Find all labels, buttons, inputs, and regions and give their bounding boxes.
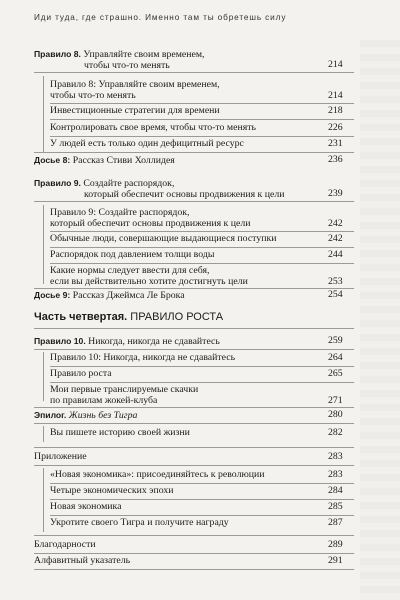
entry-divider <box>50 366 354 367</box>
entry-title-line2: чтобы что-то менять <box>84 59 170 71</box>
toc-entry-rule-9-sub[interactable] <box>50 208 354 230</box>
group-bracket <box>43 76 44 153</box>
entry-label: Правило 10. <box>34 336 86 346</box>
entry-divider <box>50 483 354 484</box>
entry-page: 287 <box>328 517 343 528</box>
entry-divider <box>50 515 354 516</box>
toc-entry-rule-10-sub[interactable] <box>50 353 354 364</box>
toc-entry-your-story[interactable] <box>50 428 354 439</box>
entry-divider <box>34 535 354 536</box>
toc-entry-index[interactable] <box>34 556 354 567</box>
entry-page: 244 <box>328 249 343 260</box>
entry-page: 285 <box>328 501 343 512</box>
toc-entry-growth-rule[interactable] <box>50 369 354 380</box>
entry-page: 254 <box>328 289 343 300</box>
toc-entry-rule-10[interactable] <box>34 336 354 348</box>
entry-divider <box>50 499 354 500</box>
entry-page: 289 <box>328 539 343 550</box>
entry-title: Укротите своего Тигра и получите награду <box>50 517 229 528</box>
entry-divider <box>34 72 354 73</box>
entry-page: 214 <box>328 59 343 70</box>
entry-title: Создайте распорядок, <box>83 178 175 189</box>
toc-entry-rule-8-sub[interactable] <box>50 80 354 102</box>
entry-divider <box>34 201 354 202</box>
entry-title: Управляйте своим временем, <box>83 49 205 60</box>
entry-title-line2: по правилам жокей-клуба <box>50 394 158 406</box>
toc-entry-dossier-8[interactable] <box>34 155 354 167</box>
entry-page: 283 <box>328 469 343 480</box>
toc-entry-rule-9[interactable] <box>34 178 354 201</box>
entry-title: Жизнь без Тигра <box>68 410 138 421</box>
toc-entry-new-economy-join[interactable] <box>50 470 354 481</box>
toc-entry-appendix[interactable] <box>34 452 354 463</box>
entry-title: Приложение <box>34 451 87 462</box>
entry-divider <box>34 553 354 554</box>
part-heading <box>34 311 223 323</box>
toc-entry-dossier-9[interactable] <box>34 290 354 302</box>
entry-page: 242 <box>328 218 343 229</box>
entry-title: Рассказ Стиви Холлидея <box>72 155 175 166</box>
toc-entry-control-time[interactable] <box>50 123 354 134</box>
entry-title: Алфавитный указатель <box>34 555 131 566</box>
entry-page: 280 <box>328 409 343 420</box>
toc-entry-first-races[interactable] <box>50 385 354 407</box>
entry-title: Благодарности <box>34 539 96 550</box>
toc-entry-ordinary-people[interactable] <box>50 234 354 245</box>
group-bracket <box>43 205 44 284</box>
entry-title: Четыре экономических эпохи <box>50 485 174 496</box>
entry-page: 226 <box>328 122 343 133</box>
entry-label: Правило 9. <box>34 178 81 188</box>
entry-divider <box>34 423 354 424</box>
entry-title: Правило 8: Управляйте своим временем, <box>50 79 220 90</box>
entry-title: Обычные люди, совершающие выдающиеся поступки <box>50 233 277 244</box>
entry-divider <box>34 152 354 153</box>
entry-title-line2: который обеспечит основы продвижения к цели <box>50 217 251 229</box>
entry-title: Правило 9: Создайте распорядок, <box>50 207 190 218</box>
entry-page: 291 <box>328 555 343 566</box>
entry-divider <box>34 465 354 466</box>
part-title: ПРАВИЛО РОСТА <box>130 311 224 323</box>
entry-title: Рассказ Джеймса Ле Брока <box>72 290 185 301</box>
entry-page: 271 <box>328 395 343 406</box>
entry-title: Никогда, никогда не сдавайтесь <box>88 336 220 347</box>
group-bracket <box>43 468 44 532</box>
toc-entry-new-economy[interactable] <box>50 502 354 513</box>
entry-title: Мои первые транслируемые скачки <box>50 384 199 395</box>
entry-divider <box>50 136 354 137</box>
entry-divider <box>50 103 354 104</box>
entry-title-line2: если вы действительно хотите достигнуть цели <box>50 275 248 287</box>
entry-title: Контролировать свое время, чтобы что-то менять <box>50 122 256 133</box>
entry-title: Правило роста <box>50 368 112 379</box>
entry-page: 284 <box>328 485 343 496</box>
entry-page: 259 <box>328 335 343 346</box>
entry-title: Правило 10: Никогда, никогда не сдавайтесь <box>50 352 236 363</box>
entry-page: 282 <box>328 427 343 438</box>
group-bracket <box>43 426 44 442</box>
entry-divider <box>34 447 354 448</box>
toc-entry-tame-tiger[interactable] <box>50 518 354 529</box>
running-header: Иди туда, где страшно. Именно там ты обретешь силу <box>34 13 287 22</box>
toc-entry-acknowledgements[interactable] <box>34 540 354 551</box>
entry-title: У людей есть только один дефицитный ресурс <box>50 138 244 149</box>
entry-divider <box>50 382 354 383</box>
entry-page: 231 <box>328 138 343 149</box>
entry-title-line2: чтобы что-то менять <box>50 89 136 101</box>
entry-page: 242 <box>328 233 343 244</box>
entry-label: Досье 9: <box>34 290 71 300</box>
entry-divider <box>50 263 354 264</box>
entry-divider <box>34 288 354 289</box>
entry-title: Вы пишете историю своей жизни <box>50 427 190 438</box>
entry-page: 214 <box>328 90 343 101</box>
entry-divider <box>50 119 354 120</box>
entry-page: 239 <box>328 188 343 199</box>
toc-entry-epilogue[interactable] <box>34 410 354 422</box>
part-label: Часть четвертая. <box>34 311 128 323</box>
entry-divider <box>34 349 354 350</box>
toc-entry-norms[interactable] <box>50 266 354 288</box>
toc-entry-routine-pressure[interactable] <box>50 250 354 261</box>
entry-divider <box>34 569 354 570</box>
toc-entry-rule-8[interactable] <box>34 49 354 72</box>
entry-divider <box>34 328 354 329</box>
toc-entry-scarce-resource[interactable] <box>50 139 354 150</box>
entry-divider <box>34 407 354 408</box>
entry-title: Инвестиционные стратегии для времени <box>50 105 220 116</box>
entry-title: «Новая экономика»: присоединяйтесь к революции <box>50 469 265 480</box>
group-bracket <box>43 352 44 401</box>
entry-page: 283 <box>328 451 343 462</box>
entry-page: 264 <box>328 352 343 363</box>
entry-page: 218 <box>328 105 343 116</box>
entry-label: Досье 8: <box>34 155 71 165</box>
entry-title: Какие нормы следует ввести для себя, <box>50 265 210 276</box>
entry-divider <box>50 231 354 232</box>
entry-page: 253 <box>328 276 343 287</box>
entry-label: Эпилог. <box>34 410 67 420</box>
entry-page: 236 <box>328 154 343 165</box>
entry-divider <box>50 247 354 248</box>
entry-title-line2: который обеспечит основы продвижения к цели <box>84 188 285 200</box>
entry-label: Правило 8. <box>34 49 81 59</box>
toc-entry-four-eras[interactable] <box>50 486 354 497</box>
toc-entry-time-strategies[interactable] <box>50 106 354 117</box>
entry-page: 265 <box>328 368 343 379</box>
entry-title: Распорядок под давлением толщи воды <box>50 249 215 260</box>
entry-title: Новая экономика <box>50 501 122 512</box>
